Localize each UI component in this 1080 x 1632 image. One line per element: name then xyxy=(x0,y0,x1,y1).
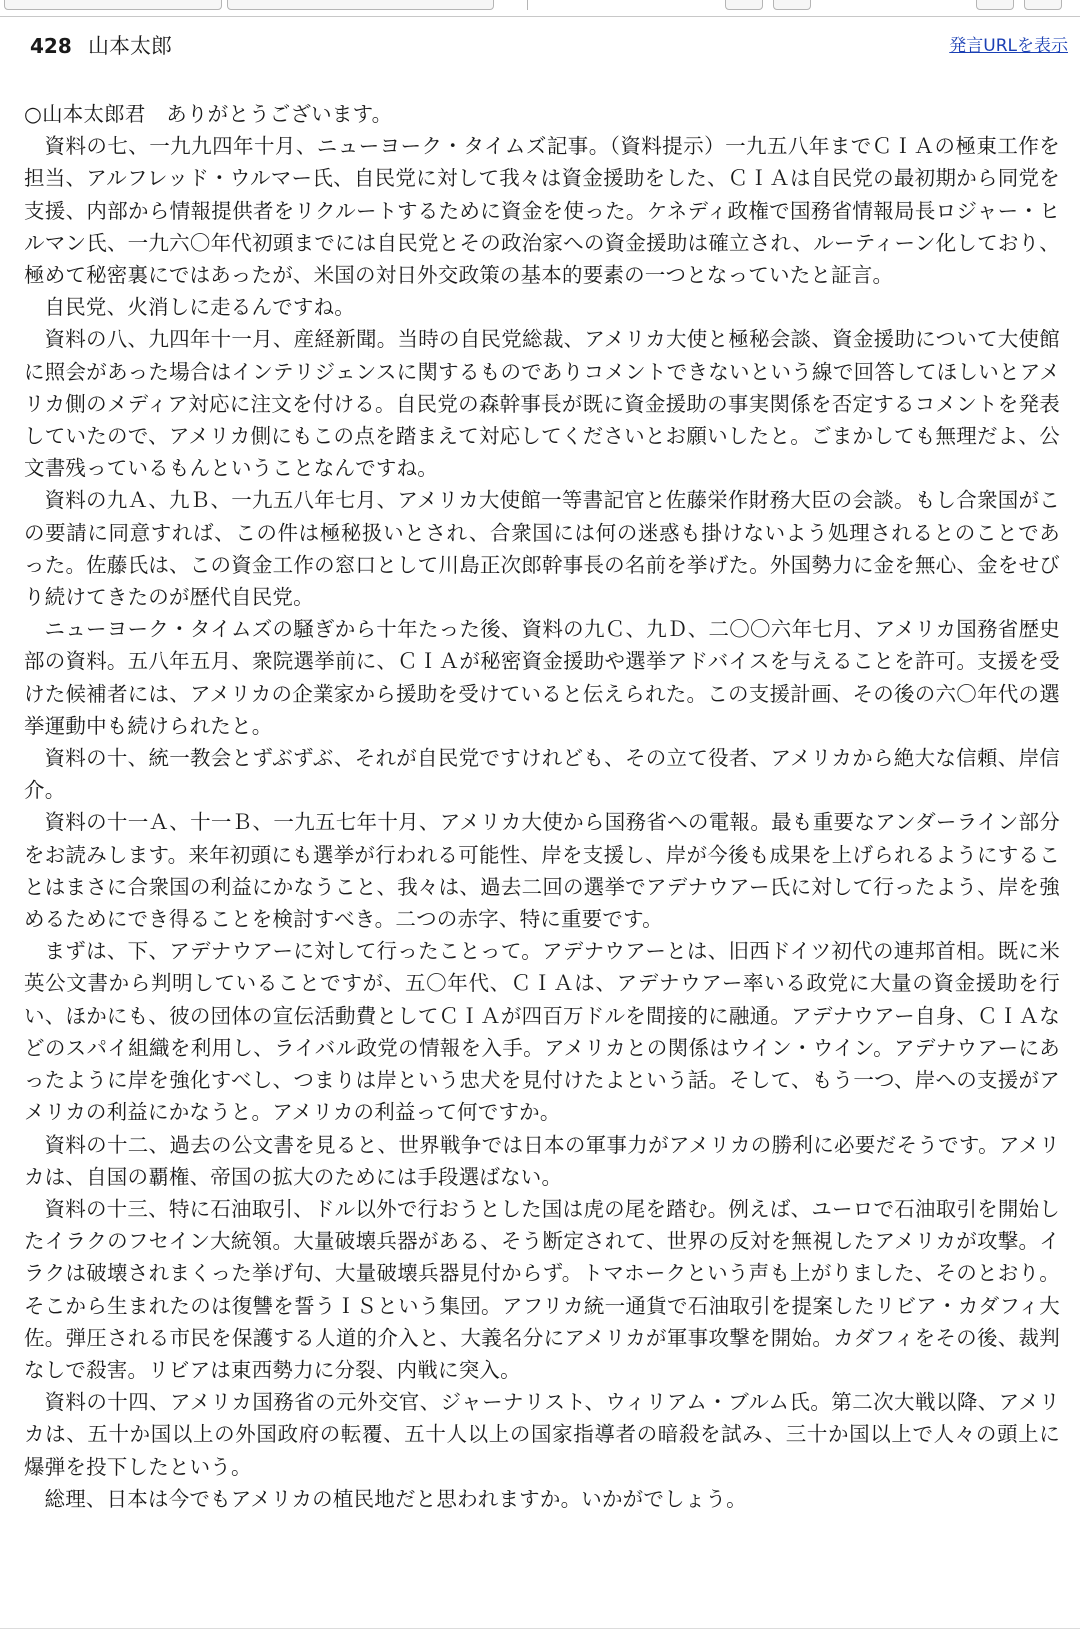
speech-paragraph: 資料の八、九四年十一月、産経新聞。当時の自民党総裁、アメリカ大使と極秘会談、資金援助について大使館に照会があった場合はインテリジェンスに関するものでありコメントできないという線で回答してほしいとアメリカ側のメディア対応に注文を付ける。自民党の森幹事長が既に資金援助の事実関係を否定するコメントを発表していたので、アメリカ側にもこの点を踏まえて対応してくださいとお願いしたと。ごまかしても無理だよ、公文書残っているもんということなんですね。 xyxy=(24,327,1060,481)
speech-header xyxy=(30,30,1070,62)
speech-body xyxy=(24,98,1060,1515)
toolbar-button-4[interactable] xyxy=(773,0,811,10)
toolbar-button-2[interactable] xyxy=(227,0,494,10)
bottom-divider xyxy=(0,1628,1080,1629)
toolbar-button-6[interactable] xyxy=(1024,0,1062,10)
speaker-name: 山本太郎 xyxy=(88,34,172,58)
speech-paragraph: 資料の十四、アメリカ国務省の元外交官、ジャーナリスト、ウィリアム・ブルム氏。第二次大戦以降、アメリカは、五十か国以上の外国政府の転覆、五十人以上の国家指導者の暗殺を試み、三十か国以上で人々の頭上に爆弾を投下したという。 xyxy=(24,1390,1060,1479)
speech-paragraph: ニューヨーク・タイムズの騒ぎから十年たった後、資料の九Ｃ、九Ｄ、二〇〇六年七月、アメリカ国務省歴史部の資料。五八年五月、衆院選挙前に、ＣＩＡが秘密資金援助や選挙アドバイスを与えることを許可。支援を受けた候補者には、アメリカの企業家から援助を受けていると伝えられた。この支援計画、その後の六〇年代の選挙運動中も続けられたと。 xyxy=(24,617,1060,738)
speech-paragraph: 資料の十一Ａ、十一Ｂ、一九五七年十月、アメリカ大使から国務省への電報。最も重要なアンダーライン部分をお読みします。来年初頭にも選挙が行われる可能性、岸を支援し、岸が今後も成果を上げられるようにすることはまさに合衆国の利益にかなうこと、我々は、過去二回の選挙でアデナウアー氏に対して行ったよう、岸を強めるためにでき得ることを検討すべき。二つの赤字、特に重要です。 xyxy=(24,810,1060,932)
toolbar-button-1[interactable] xyxy=(4,0,222,10)
speech-paragraph: 総理、日本は今でもアメリカの植民地だと思われますか。いかがでしょう。 xyxy=(44,1486,747,1511)
speech-paragraph: 資料の九Ａ、九Ｂ、一九五八年七月、アメリカ大使館一等書記官と佐藤栄作財務大臣の会談。もし合衆国がこの要請に同意すれば、この件は極秘扱いとされ、合衆国には何の迷惑も掛けないよう処理されるとのことであった。佐藤氏は、この資金工作の窓口として川島正次郎幹事長の名前を挙げた。外国勢力に金を無心、金をせびり続けてきたのが歴代自民党。 xyxy=(24,488,1060,610)
speech-paragraph: ○山本太郎君 ありがとうございます。 xyxy=(24,102,393,126)
speech-paragraph: 資料の十二、過去の公文書を見ると、世界戦争では日本の軍事力がアメリカの勝利に必要だそうです。アメリカは、自国の覇権、帝国の拡大のためには手段選ばない。 xyxy=(24,1132,1060,1189)
speech-paragraph: 資料の七、一九九四年十月、ニューヨーク・タイムズ記事。（資料提示）一九五八年までＣＩＡの極東工作を担当、アルフレッド・ウルマー氏、自民党に対して我々は資金援助をした、ＣＩＡは自民党の最初期から同党を支援、内部から情報提供者をリクルートするために資金を使った。ケネディ政権で国務省情報局長ロジャー・ヒルマン氏、一九六〇年代初頭までには自民党とその政治家への資金援助は確立され、ルーティーン化しており、極めて秘密裏にではあったが、米国の対日外交政策の基本的要素の一つとなっていたと証言。 xyxy=(24,134,1060,288)
speech-paragraph: 資料の十三、特に石油取引、ドル以外で行おうとした国は虎の尾を踏む。例えば、ユーロで石油取引を開始したイラクのフセイン大統領。大量破壊兵器がある、そう断定されて、世界の反対を無視したアメリカが攻撃。イラクは破壊されまくった挙げ句、大量破壊兵器見付からず。トマホークという声も上がりました、そのとおり。そこから生まれたのは復讐を誓うＩＳという集団。アフリカ統一通貨で石油取引を提案したリビア・カダフィ大佐。弾圧される市民を保護する人道的介入と、大義名分にアメリカが軍事攻撃を開始。カダフィをその後、裁判なしで殺害。リビアは東西勢力に分裂、内戦に突入。 xyxy=(24,1196,1060,1382)
toolbar-button-5[interactable] xyxy=(976,0,1014,10)
speech-number: 428 xyxy=(30,34,72,58)
toolbar-button-3[interactable] xyxy=(725,0,763,10)
speech-paragraph: まずは、下、アデナウアーに対して行ったことって。アデナウアーとは、旧西ドイツ初代の連邦首相。既に米英公文書から判明していることですが、五〇年代、ＣＩＡは、アデナウアー率いる政党に大量の資金援助を行い、ほかにも、彼の団体の宣伝活動費としてＣＩＡが四百万ドルを間接的に融通。アデナウアー自身、ＣＩＡなどのスパイ組織を利用し、ライバル政党の情報を入手。アメリカとの関係はウイン・ウイン。アデナウアーにあったように岸を強化すべし、つまりは岸という忠犬を見付けたよという話。そして、もう一つ、岸への支援がアメリカの利益にかなうと。アメリカの利益って何ですか。 xyxy=(24,939,1060,1125)
show-speech-url-link[interactable]: 発言URLを表示 xyxy=(949,36,1068,56)
speech-paragraph: 自民党、火消しに走るんですね。 xyxy=(44,295,355,320)
toolbar-divider xyxy=(527,0,528,10)
speech-paragraph: 資料の十、統一教会とずぶずぶ、それが自民党ですけれども、その立て役者、アメリカから絶大な信頼、岸信介。 xyxy=(24,746,1060,803)
top-toolbar xyxy=(0,0,1080,17)
